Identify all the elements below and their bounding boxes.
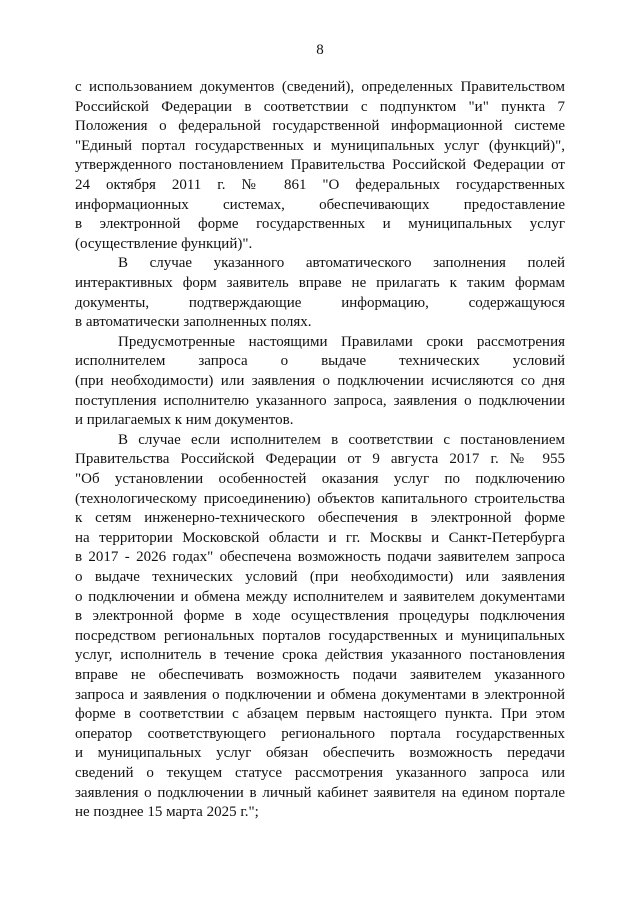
text-line: заявления о подключении в личный кабинет заявителя на едином портале (75, 784, 565, 801)
text-line: на территории Московской области и гг. Москвы и Санкт-Петербурга (75, 529, 565, 546)
text-line: (осуществление функций)". (75, 235, 253, 252)
text-line: услуг, исполнитель в течение срока действия указанного постановления (75, 647, 565, 664)
text-line: (технологическому присоединению) объектов капитального строительства (75, 490, 565, 507)
text-line: оператор соответствующего регионального портала государственных (75, 725, 565, 742)
text-line: информационных системах, обеспечивающих предоставление (75, 196, 565, 213)
text-line: сведений о текущем статусе рассмотрения указанного запроса или (75, 765, 565, 781)
text-line: в 2017 - 2026 годах" обеспечена возможность подачи заявителем запроса (75, 549, 565, 566)
text-line: вправе не обеспечивать возможность подачи заявителем указанного (75, 667, 565, 683)
text-line: (при необходимости) или заявления о подключении исчисляются со дня (75, 373, 565, 389)
text-line: В случае указанного автоматического заполнения полей (118, 255, 565, 272)
text-line: о выдаче технических условий (при необходимости) или заявления (75, 569, 565, 585)
text-line: Правительства Российской Федерации от 9 августа 2017 г. № 955 (75, 451, 565, 468)
text-line: посредством региональных порталов государственных и муниципальных (75, 627, 565, 644)
text-line: исполнителем запроса о выдаче технических условий (75, 353, 565, 370)
text-line: 24 октября 2011 г. № 861 "О федеральных государственных (75, 177, 565, 193)
text-line: интерактивных форм заявитель вправе не прилагать к таким формам (75, 275, 565, 291)
text-line: и муниципальных услуг обязан обеспечить возможность передачи (75, 745, 565, 762)
text-line: в электронной форме в ходе осуществления процедуры подключения (75, 608, 565, 625)
text-line: о подключении и обмена между исполнителем и заявителем документами (75, 588, 565, 605)
text-line: форме в соответствии с абзацем первым настоящего пункта. При этом (75, 706, 565, 723)
text-line: документы, подтверждающие информацию, содержащуюся (75, 294, 565, 311)
text-line: утвержденного постановлением Правительства Российской Федерации от (75, 157, 565, 174)
text-line: Предусмотренные настоящими Правилами сроки рассмотрения (118, 333, 565, 350)
text-line: в автоматически заполненных полях. (75, 314, 312, 331)
text-line: Положения о федеральной государственной информационной системе (75, 118, 565, 135)
text-line: запроса и заявления о подключении и обмена документами в электронной (75, 686, 565, 703)
text-line: Российской Федерации в соответствии с подпунктом "и" пункта 7 (75, 98, 565, 115)
text-line: в электронной форме государственных и муниципальных услуг (75, 216, 565, 233)
text-line: В случае если исполнителем в соответствии с постановлением (118, 431, 565, 448)
text-line: к сетям инженерно-технического обеспечения в электронной форме (75, 510, 565, 527)
text-line: с использованием документов (сведений), определенных Правительством (75, 79, 565, 95)
text-line: "Единый портал государственных и муниципальных услуг (функций)", (75, 137, 565, 154)
page-number: 8 (316, 42, 324, 58)
text-line: и прилагаемых к ним документов. (75, 412, 294, 429)
text-line: "Об установлении особенностей оказания услуг по подключению (75, 471, 565, 487)
text-line: поступления исполнителю указанного запроса, заявления о подключении (75, 392, 565, 409)
text-line: не позднее 15 марта 2025 г."; (75, 804, 259, 821)
